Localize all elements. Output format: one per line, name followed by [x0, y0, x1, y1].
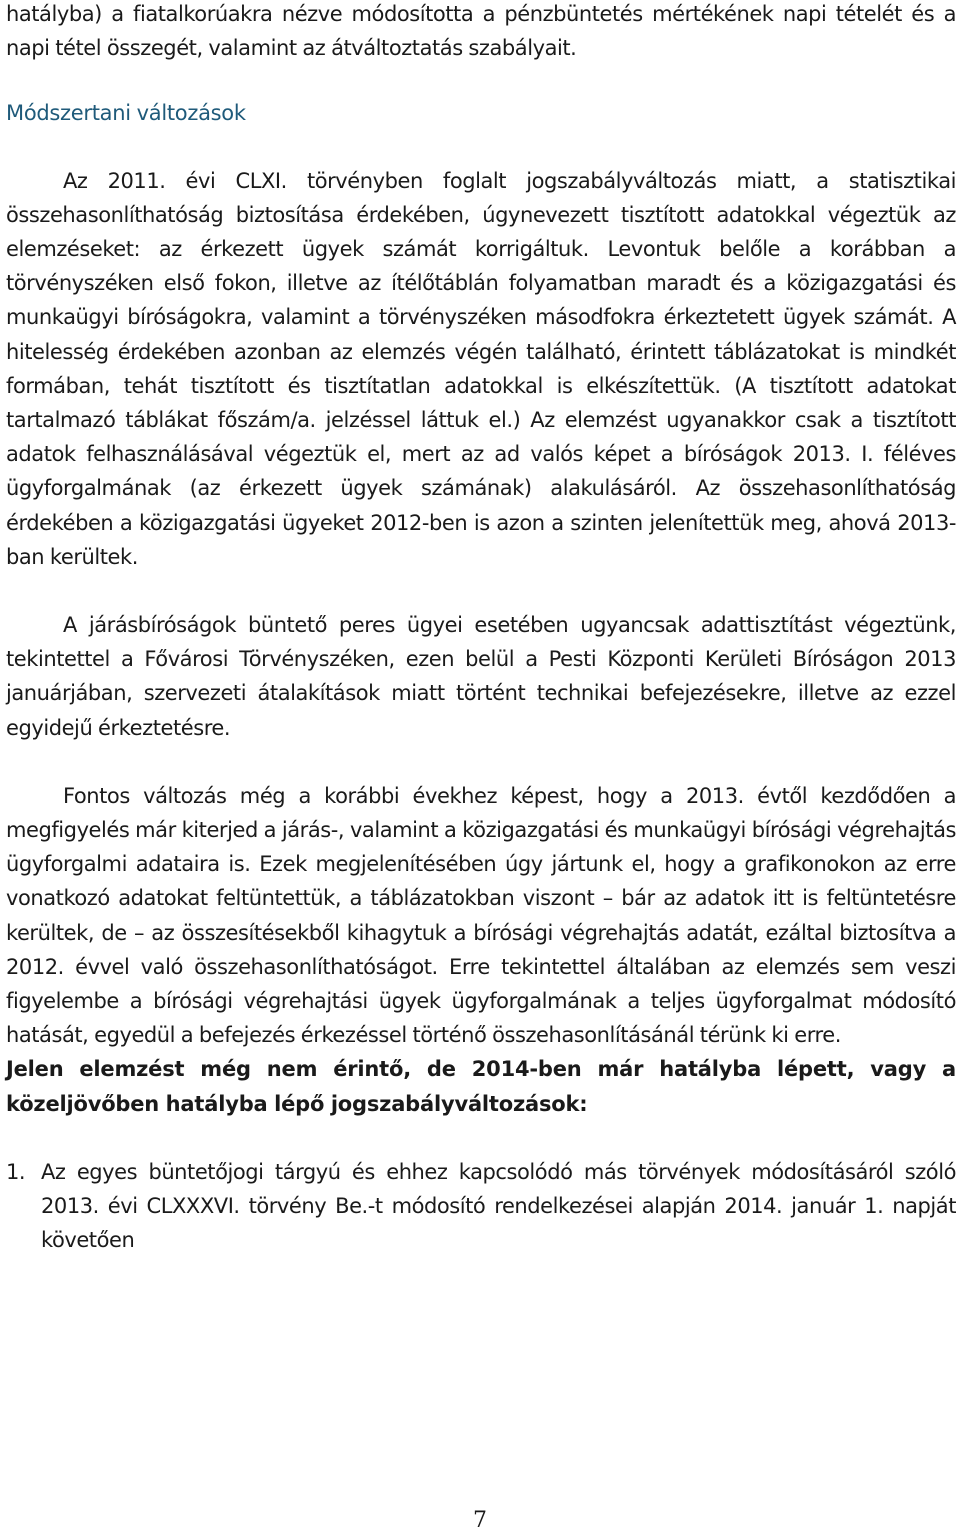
spacer	[6, 574, 956, 608]
body-paragraph-district-courts: A járásbíróságok büntető peres ügyei esetében ugyancsak adattisztítást végeztünk, tekintettel a Fővárosi Törvényszéken, ezen belül a Pesti Központi Kerületi Bíróságon 2013 januárjában, szervezeti átalakítások miatt történt technikai befejezésekre, illetve az ezzel egyidejű érkeztetésre.	[6, 613, 956, 740]
list-item-number: 1.	[6, 1159, 26, 1184]
section-heading: Módszertani változások	[6, 101, 246, 126]
body-paragraph-important-change: Fontos változás még a korábbi évekhez képest, hogy a 2013. évtől kezdődően a megfigyelés már kiterjed a járás-, valamint a közigazgatási és munkaügyi bírósági végrehajtás ügyforgalmi adataira is. Ezek megjelenítésében úgy jártunk el, hogy a grafikonokon az erre vonatkozó adatokat feltüntettük, a táblázatokban viszont – bár az adatok itt is feltüntetésre kerültek, de – az összesítésekből kihagytuk a bírósági végrehajtás adatát, ezáltal biztosítva a 2012. évvel való összehasonlíthatóságot. Erre tekintettel általában az elemzés sem veszi figyelembe a bírósági végrehajtási ügyek ügyforgalmának a teljes ügyforgalmat módosító hatását, egyedül a befejezés érkezéssel történő összehasonlításánál térünk ki erre.	[6, 783, 956, 1048]
list-item	[6, 1155, 956, 1258]
spacer	[6, 745, 956, 779]
spacer	[6, 131, 956, 164]
page-number: 7	[473, 1508, 487, 1533]
list-item-text: Az egyes büntetőjogi tárgyú és ehhez kapcsolódó más törvények módosításáról szóló 2013. évi CLXXXVI. törvény Be.-t módosító rendelkezései alapján 2014. január 1. napját követően	[41, 1159, 956, 1253]
bold-subheading: Jelen elemzést még nem érintő, de 2014-ben már hatályba lépett, vagy a közeljövőben hatályba lépő jogszabályváltozások:	[6, 1057, 956, 1116]
document-page	[6, 0, 956, 1258]
intro-continuation-paragraph: hatályba) a fiatalkorúakra nézve módosította a pénzbüntetés mértékének napi tételét és a napi tétel összegét, valamint az átváltoztatás szabályait.	[6, 2, 956, 61]
body-paragraph-methodology: Az 2011. évi CLXI. törvényben foglalt jogszabályváltozás miatt, a statisztikai összehasonlíthatóság biztosítása érdekében, úgynevezett tisztított adatokkal végeztük az elemzéseket: az érkezett ügyek számát korrigáltuk. Levontuk belőle a korábban a törvényszéken első fokon, illetve az ítélőtáblán folyamatban maradt és a közigazgatási és munkaügyi bíróságokra, valamint a törvényszéken másodfokra érkeztetett ügyek számát. A hitelesség érdekében azonban az elemzés végén található, érintett táblázatokat is mindkét formában, tehát tisztított és tisztítatlan adatokkal is elkészítettük. (A tisztított adatokat tartalmazó táblákat főszám/a. jelzéssel láttuk el.) Az elemzést ugyanakkor csak a tisztított adatok felhasználásával végeztük el, mert az ad valós képet a bíróságok 2013. I. féléves ügyforgalmának (az érkezett ügyek számának) alakulásáról. Az összehasonlíthatóság érdekében a közigazgatási ügyeket 2012-ben is azon a szinten jelenítettük meg, ahová 2013-ban kerültek.	[6, 168, 956, 569]
